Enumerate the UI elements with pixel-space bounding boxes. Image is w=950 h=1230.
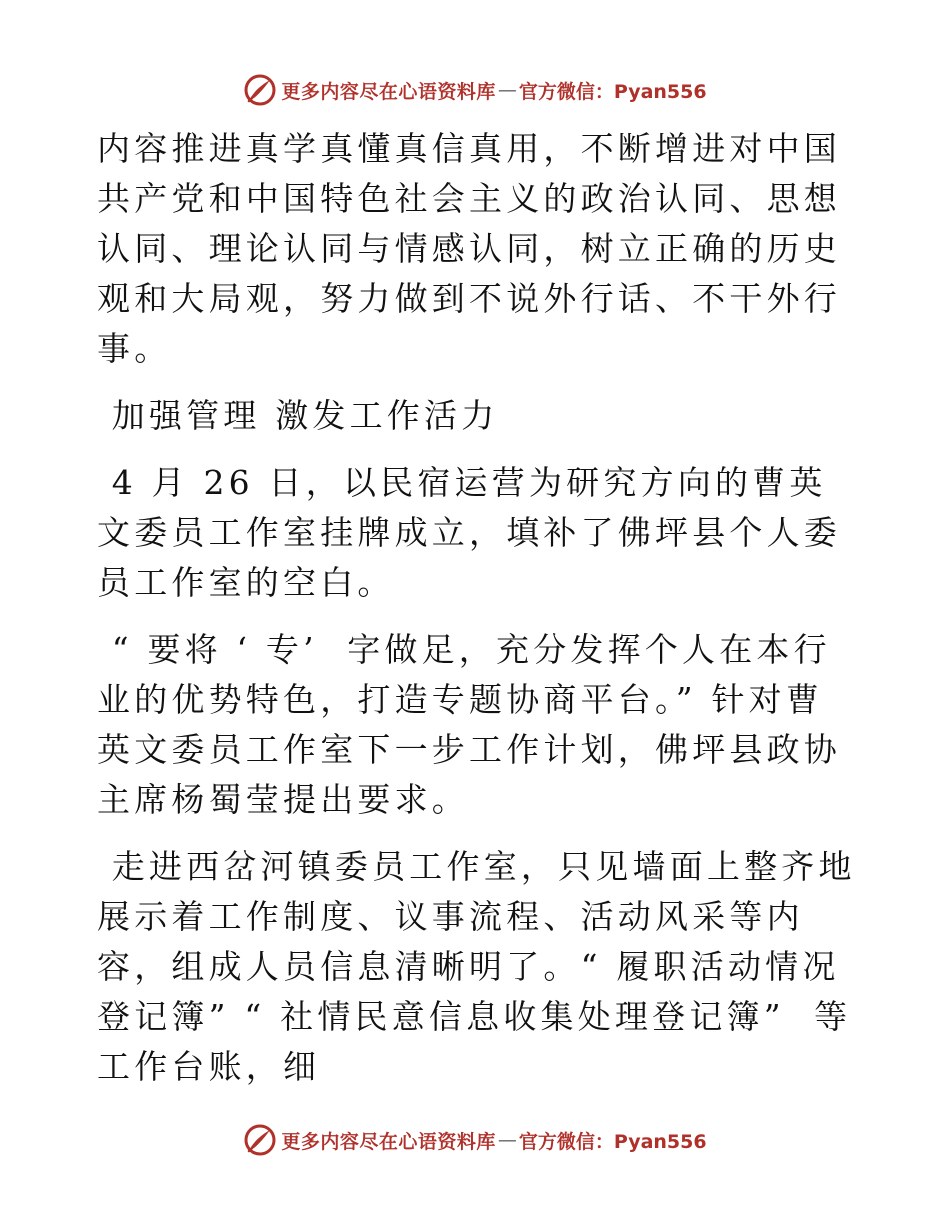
paragraph-1: 内容推进真学真懂真信真用，不断增进对中国共产党和中国特色社会主义的政治认同、思想认同、理论认同与情感认同，树立正确的历史观和大局观，努力做到不说外行话、不干外行事。: [97, 129, 841, 368]
quill-circle-logo-icon: [243, 73, 277, 107]
footer-watermark: [0, 1120, 950, 1160]
document-body: [97, 124, 857, 1109]
watermark-site-text: 更多内容尽在心语资料库: [281, 80, 496, 103]
section-heading: 加强管理 激发工作活力: [97, 396, 499, 435]
watermark-contact-text: 官方微信：Pyan556: [518, 1130, 707, 1153]
watermark-separator: —: [497, 79, 517, 101]
watermark-site-text: 更多内容尽在心语资料库: [281, 1130, 496, 1153]
header-watermark: [0, 70, 950, 110]
watermark-separator: —: [497, 1129, 517, 1151]
quill-circle-logo-icon: [243, 1123, 277, 1157]
paragraph-4: 走进西岔河镇委员工作室，只见墙面上整齐地展示着工作制度、议事流程、活动风采等内容，组成人员信息清晰明了。“ 履职活动情况登记簿” “ 社情民意信息收集处理登记簿” 等工作台账，细: [97, 847, 856, 1086]
watermark-contact-text: 官方微信：Pyan556: [518, 80, 707, 103]
paragraph-2: 4 月 26 日，以民宿运营为研究方向的曹英文委员工作室挂牌成立，填补了佛坪县个人委员工作室的空白。: [97, 463, 841, 602]
paragraph-3: “ 要将 ‘ 专’ 字做足，充分发挥个人在本行业的优势特色，打造专题协商平台。” 针对曹英文委员工作室下一步工作计划，佛坪县政协主席杨蜀莹提出要求。: [97, 630, 841, 819]
